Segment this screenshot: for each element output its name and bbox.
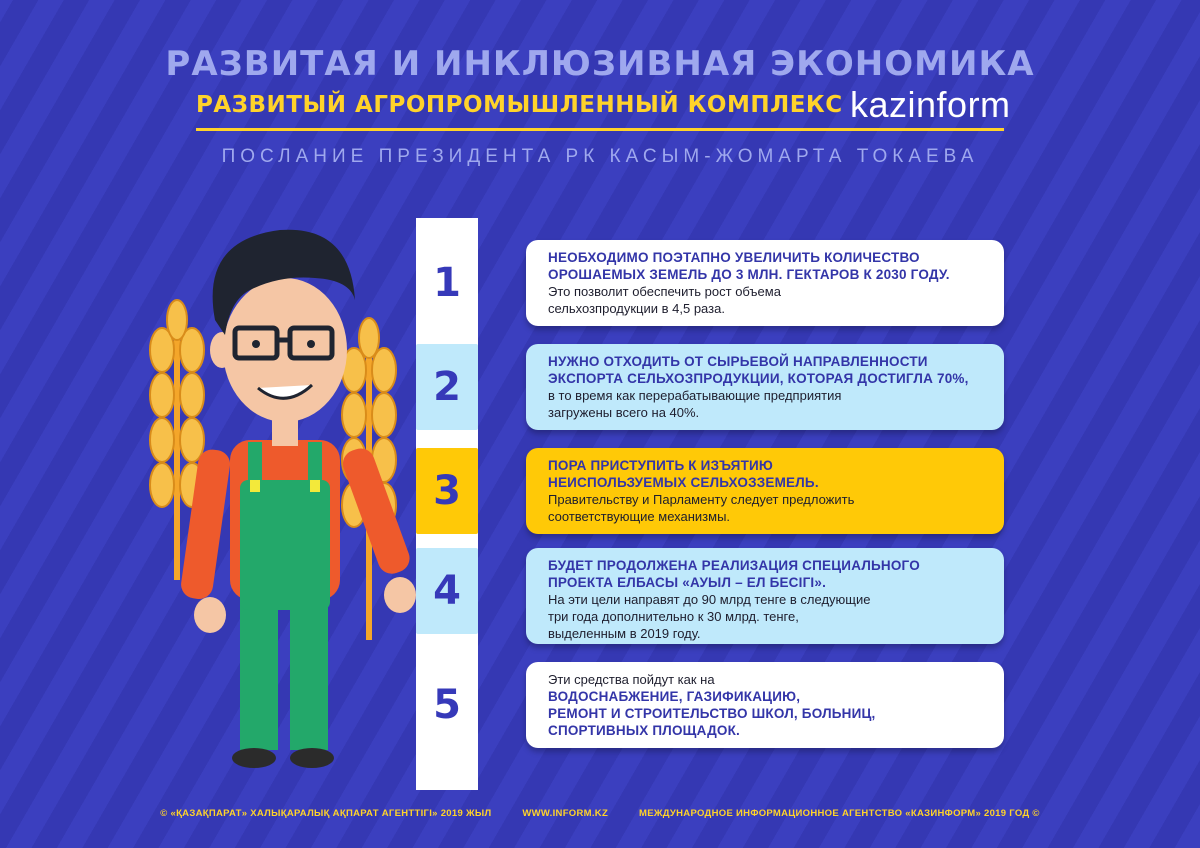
step-number-2: 2 bbox=[416, 344, 478, 430]
step-5-heading-line-3: СПОРТИВНЫХ ПЛОЩАДОК. bbox=[548, 723, 740, 738]
step-5-intro: Эти средства пойдут как на bbox=[548, 672, 715, 687]
step-1-text-line-2: сельхозпродукции в 4,5 раза. bbox=[548, 301, 725, 316]
step-4-text-line-1: На эти цели направят до 90 млрд тенге в следующие bbox=[548, 592, 871, 607]
step-4-heading-line-2: ПРОЕКТА ЕЛБАСЫ «АУЫЛ – ЕЛ БЕСІГІ». bbox=[548, 575, 827, 590]
step-5-heading-line-1: ВОДОСНАБЖЕНИЕ, ГАЗИФИКАЦИЮ, bbox=[548, 689, 801, 704]
step-1-text-line-1: Это позволит обеспечить рост объема bbox=[548, 284, 781, 299]
step-card-2 bbox=[526, 344, 1004, 430]
step-4-text-line-3: выделенным в 2019 году. bbox=[548, 626, 701, 641]
step-1-heading-line-1: НЕОБХОДИМО ПОЭТАПНО УВЕЛИЧИТЬ КОЛИЧЕСТВО bbox=[548, 250, 920, 265]
page-title: РАЗВИТАЯ И ИНКЛЮЗИВНАЯ ЭКОНОМИКА bbox=[165, 44, 1035, 84]
footer-copyright-kz: © «ҚАЗАҚПАРАТ» ХАЛЫҚАРАЛЫҚ АҚПАРАТ АГЕНТТІГІ» 2019 ЖЫЛ bbox=[160, 808, 492, 819]
step-card-3 bbox=[526, 448, 1004, 534]
step-card-5 bbox=[526, 662, 1004, 748]
footer-copyright-ru: МЕЖДУНАРОДНОЕ ИНФОРМАЦИОННОЕ АГЕНТСТВО «КАЗИНФОРМ» 2019 ГОД © bbox=[639, 808, 1040, 819]
step-1-heading-line-2: ОРОШАЕМЫХ ЗЕМЕЛЬ ДО 3 МЛН. ГЕКТАРОВ К 2030 ГОДУ. bbox=[548, 267, 950, 282]
step-4-text-line-2: три года дополнительно к 30 млрд. тенге, bbox=[548, 609, 799, 624]
tagline: ПОСЛАНИЕ ПРЕЗИДЕНТА РК КАСЫМ-ЖОМАРТА ТОКАЕВА bbox=[221, 146, 979, 167]
step-2-text-line-2: загружены всего на 40%. bbox=[548, 405, 700, 420]
step-2-heading-line-1: НУЖНО ОТХОДИТЬ ОТ СЫРЬЕВОЙ НАПРАВЛЕННОСТИ bbox=[548, 354, 928, 369]
step-5-heading-line-2: РЕМОНТ И СТРОИТЕЛЬСТВО ШКОЛ, БОЛЬНИЦ, bbox=[548, 706, 876, 721]
step-number-1: 1 bbox=[416, 240, 478, 326]
farmer-illustration bbox=[140, 210, 440, 780]
step-4-heading-line-1: БУДЕТ ПРОДОЛЖЕНА РЕАЛИЗАЦИЯ СПЕЦИАЛЬНОГО bbox=[548, 558, 920, 573]
step-number-4: 4 bbox=[416, 548, 478, 634]
step-card-1 bbox=[526, 240, 1004, 326]
footer bbox=[0, 808, 1200, 819]
step-3-text-line-2: соответствующие механизмы. bbox=[548, 509, 731, 524]
page-subtitle: РАЗВИТЫЙ АГРОПРОМЫШЛЕННЫЙ КОМПЛЕКС bbox=[196, 92, 843, 118]
kazinform-logo[interactable]: kazinform bbox=[850, 84, 1011, 125]
step-2-heading-line-2: ЭКСПОРТА СЕЛЬХОЗПРОДУКЦИИ, КОТОРАЯ ДОСТИГЛА 70%, bbox=[548, 371, 969, 386]
footer-website-link[interactable]: WWW.INFORM.KZ bbox=[522, 808, 609, 819]
step-3-text-line-1: Правительству и Парламенту следует предложить bbox=[548, 492, 855, 507]
header-divider bbox=[196, 128, 1004, 131]
step-3-heading-line-2: НЕИСПОЛЬЗУЕМЫХ СЕЛЬХОЗЗЕМЕЛЬ. bbox=[548, 475, 819, 490]
step-3-heading-line-1: ПОРА ПРИСТУПИТЬ К ИЗЪЯТИЮ bbox=[548, 458, 774, 473]
step-number-5: 5 bbox=[416, 662, 478, 748]
step-2-text-line-1: в то время как перерабатывающие предприятия bbox=[548, 388, 842, 403]
step-card-4 bbox=[526, 548, 1004, 644]
step-number-3: 3 bbox=[416, 448, 478, 534]
